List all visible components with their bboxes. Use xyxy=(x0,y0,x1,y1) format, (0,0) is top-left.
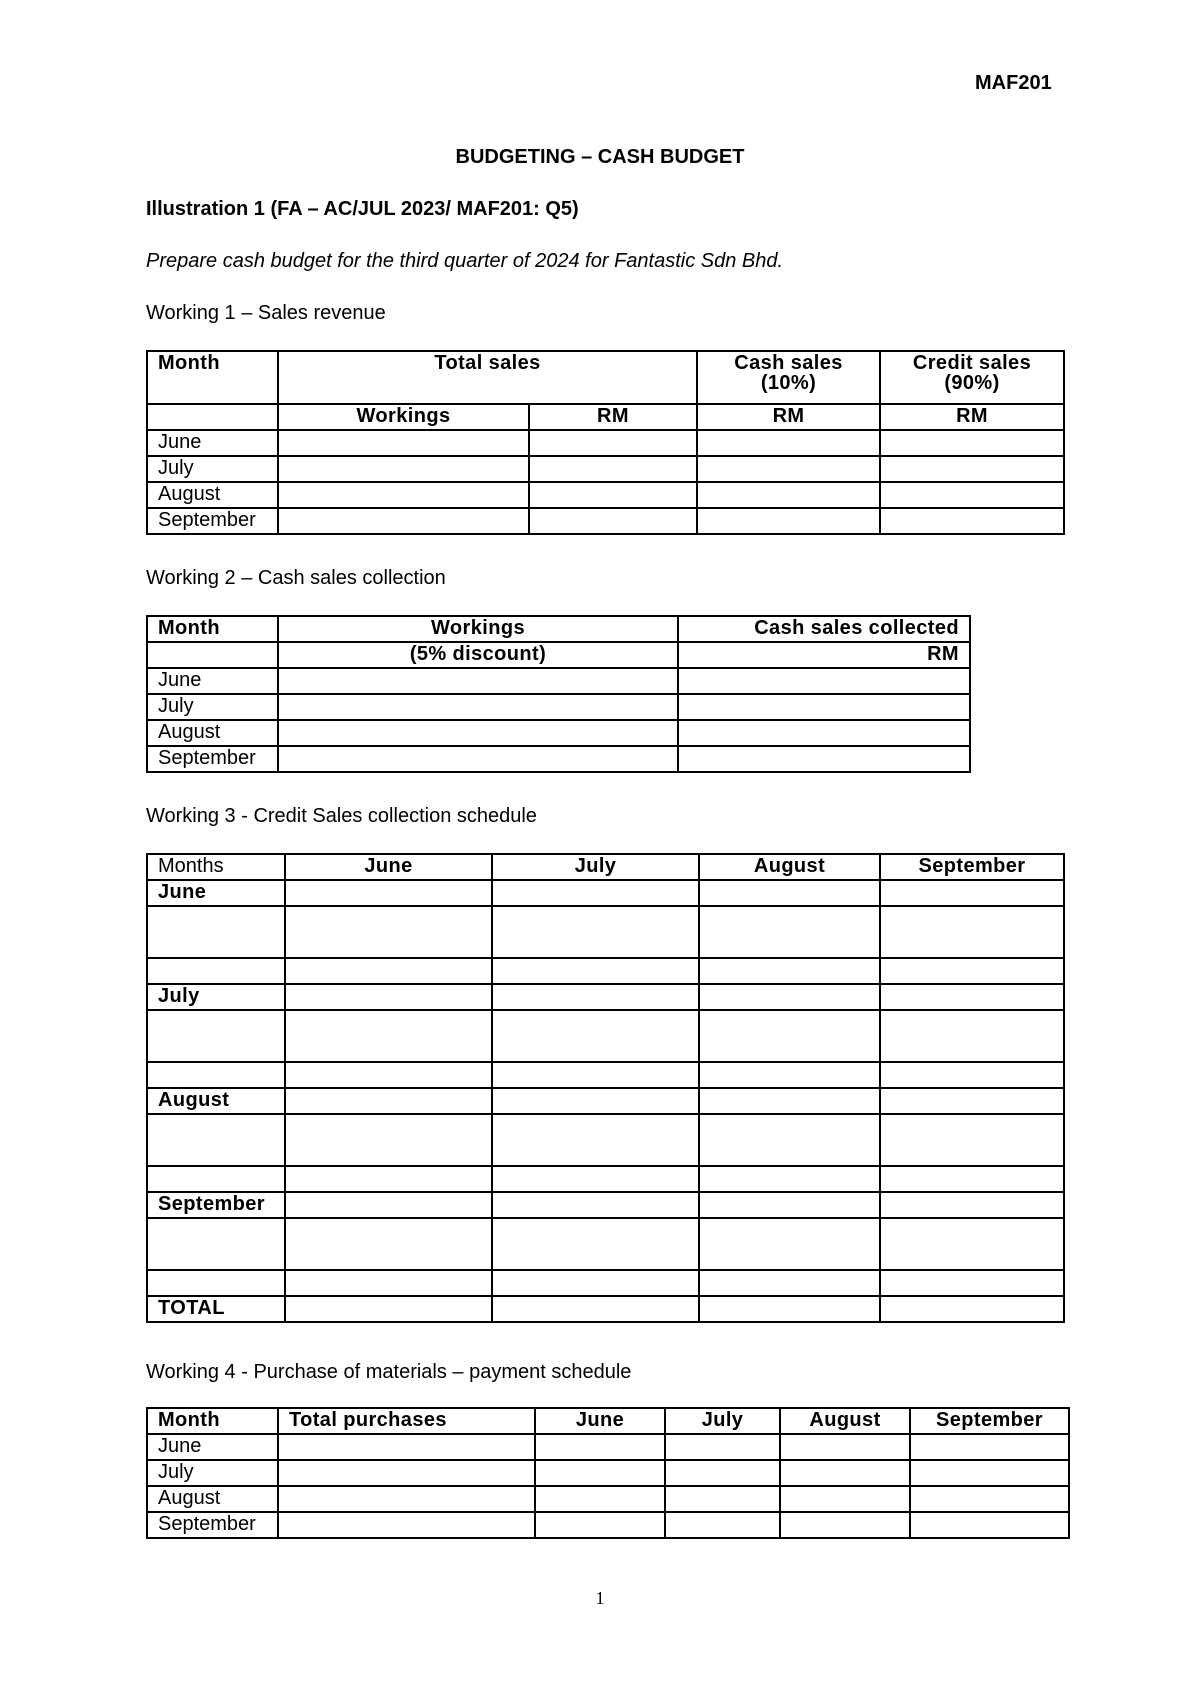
w1-cell[interactable] xyxy=(880,482,1064,508)
working3-title: Working 3 - Credit Sales collection schedule xyxy=(146,805,537,827)
w4-row-month: September xyxy=(147,1512,278,1538)
w3-cell[interactable] xyxy=(492,958,699,984)
w1-cell[interactable] xyxy=(880,456,1064,482)
w2-row-month: June xyxy=(147,668,278,694)
w3-cell[interactable] xyxy=(880,1270,1064,1296)
w1-sub-workings: Workings xyxy=(278,404,529,430)
w3-cell[interactable] xyxy=(699,984,880,1010)
w3-total-label: TOTAL xyxy=(147,1296,285,1322)
w3-cell[interactable] xyxy=(492,880,699,906)
w3-cell[interactable] xyxy=(699,1218,880,1270)
w4-row-month: August xyxy=(147,1486,278,1512)
w2-cell[interactable] xyxy=(678,720,970,746)
w1-cell[interactable] xyxy=(278,508,529,534)
w2-sub-blank xyxy=(147,642,278,668)
w3-total-cell[interactable] xyxy=(699,1296,880,1322)
w1-cell[interactable] xyxy=(697,508,880,534)
w3-cell[interactable] xyxy=(147,1166,285,1192)
w2-cell[interactable] xyxy=(678,694,970,720)
working1-title: Working 1 – Sales revenue xyxy=(146,302,386,324)
w4-cell[interactable] xyxy=(665,1460,780,1486)
w3-group-august: August xyxy=(147,1088,285,1114)
w4-cell[interactable] xyxy=(910,1434,1069,1460)
w1-row-month: July xyxy=(147,456,278,482)
w1-cell[interactable] xyxy=(278,430,529,456)
w2-header-workings: Workings xyxy=(278,616,678,642)
w3-cell[interactable] xyxy=(699,1088,880,1114)
page-number: 1 xyxy=(595,1588,605,1608)
w1-cell[interactable] xyxy=(697,430,880,456)
w4-header-total-purchases: Total purchases xyxy=(278,1408,535,1434)
w3-cell[interactable] xyxy=(699,1270,880,1296)
w4-cell[interactable] xyxy=(278,1486,535,1512)
w4-header-june: June xyxy=(535,1408,665,1434)
w3-cell[interactable] xyxy=(699,1114,880,1166)
w3-cell[interactable] xyxy=(699,1010,880,1062)
w2-cell[interactable] xyxy=(678,746,970,772)
w3-cell[interactable] xyxy=(285,1218,492,1270)
w3-cell[interactable] xyxy=(492,984,699,1010)
w3-cell[interactable] xyxy=(699,1166,880,1192)
w3-cell[interactable] xyxy=(285,984,492,1010)
w3-cell[interactable] xyxy=(880,1088,1064,1114)
w1-cash-sales-label: Cash sales xyxy=(734,352,843,374)
w3-cell[interactable] xyxy=(285,1166,492,1192)
w3-cell[interactable] xyxy=(492,1088,699,1114)
w3-cell[interactable] xyxy=(147,906,285,958)
w1-row-month: September xyxy=(147,508,278,534)
w3-total-cell[interactable] xyxy=(492,1296,699,1322)
w3-cell[interactable] xyxy=(880,1010,1064,1062)
w3-cell[interactable] xyxy=(147,1062,285,1088)
w4-cell[interactable] xyxy=(665,1434,780,1460)
w3-cell[interactable] xyxy=(880,984,1064,1010)
w2-header-month: Month xyxy=(147,616,278,642)
w3-cell[interactable] xyxy=(880,958,1064,984)
w4-header-september: September xyxy=(910,1408,1069,1434)
page-title: BUDGETING – CASH BUDGET xyxy=(455,146,745,168)
w4-cell[interactable] xyxy=(665,1512,780,1538)
w4-header-month: Month xyxy=(147,1408,278,1434)
w4-cell[interactable] xyxy=(535,1486,665,1512)
w3-header-september: September xyxy=(880,854,1064,880)
w2-row-month: September xyxy=(147,746,278,772)
w1-cell[interactable] xyxy=(529,482,697,508)
w3-cell[interactable] xyxy=(285,1114,492,1166)
w3-cell[interactable] xyxy=(492,1062,699,1088)
w3-cell[interactable] xyxy=(285,1192,492,1218)
instruction-text: Prepare cash budget for the third quarter of 2024 for Fantastic Sdn Bhd. xyxy=(146,250,784,272)
w3-header-august: August xyxy=(699,854,880,880)
illustration-heading: Illustration 1 (FA – AC/JUL 2023/ MAF201: Q5) xyxy=(146,198,579,220)
w2-cell[interactable] xyxy=(678,668,970,694)
w4-cell[interactable] xyxy=(278,1460,535,1486)
w1-cell[interactable] xyxy=(697,456,880,482)
w3-cell[interactable] xyxy=(285,1010,492,1062)
working3-table xyxy=(146,853,1065,1323)
w2-cell[interactable] xyxy=(278,668,678,694)
w1-cell[interactable] xyxy=(697,482,880,508)
w3-cell[interactable] xyxy=(285,880,492,906)
w2-row-month: July xyxy=(147,694,278,720)
w3-cell[interactable] xyxy=(492,1270,699,1296)
w1-header-month: Month xyxy=(147,351,278,404)
w4-cell[interactable] xyxy=(278,1512,535,1538)
w4-cell[interactable] xyxy=(780,1460,910,1486)
w3-cell[interactable] xyxy=(699,880,880,906)
w4-cell[interactable] xyxy=(780,1434,910,1460)
w1-credit-sales-pct: (90%) xyxy=(944,372,1000,394)
w4-header-july: July xyxy=(665,1408,780,1434)
w1-sub-rm: RM xyxy=(529,404,697,430)
w4-cell[interactable] xyxy=(780,1512,910,1538)
w4-cell[interactable] xyxy=(910,1512,1069,1538)
w3-cell[interactable] xyxy=(880,1192,1064,1218)
w1-cash-sales-pct: (10%) xyxy=(760,372,817,394)
w3-cell[interactable] xyxy=(880,1218,1064,1270)
w3-cell[interactable] xyxy=(285,1088,492,1114)
w3-cell[interactable] xyxy=(699,906,880,958)
w3-cell[interactable] xyxy=(880,1062,1064,1088)
w1-cell[interactable] xyxy=(529,430,697,456)
w3-cell[interactable] xyxy=(285,1270,492,1296)
w4-header-august: August xyxy=(780,1408,910,1434)
w3-cell[interactable] xyxy=(699,1192,880,1218)
w3-group-september: September xyxy=(147,1192,285,1218)
w3-cell[interactable] xyxy=(147,1114,285,1166)
w1-sub-rm: RM xyxy=(880,404,1064,430)
w1-cell[interactable] xyxy=(278,482,529,508)
w3-cell[interactable] xyxy=(492,1114,699,1166)
w1-cell[interactable] xyxy=(880,508,1064,534)
w2-sub-rm: RM xyxy=(678,642,970,668)
w2-cell[interactable] xyxy=(278,746,678,772)
w4-cell[interactable] xyxy=(535,1434,665,1460)
w3-cell[interactable] xyxy=(492,1010,699,1062)
w3-cell[interactable] xyxy=(147,1010,285,1062)
w2-sub-discount: (5% discount) xyxy=(278,642,678,668)
w3-total-cell[interactable] xyxy=(880,1296,1064,1322)
w3-cell[interactable] xyxy=(492,1192,699,1218)
w1-header-total-sales: Total sales xyxy=(278,351,697,404)
w3-total-cell[interactable] xyxy=(285,1296,492,1322)
w3-cell[interactable] xyxy=(492,1218,699,1270)
w3-cell[interactable] xyxy=(492,1166,699,1192)
working4-table xyxy=(146,1407,1070,1539)
w3-header-months: Months xyxy=(147,854,285,880)
w4-cell[interactable] xyxy=(535,1460,665,1486)
w4-row-month: July xyxy=(147,1460,278,1486)
working2-table xyxy=(146,615,971,773)
w1-cell[interactable] xyxy=(529,456,697,482)
w1-header-credit-sales xyxy=(880,351,1064,404)
w3-cell[interactable] xyxy=(699,1062,880,1088)
w3-cell[interactable] xyxy=(880,1114,1064,1166)
w4-cell[interactable] xyxy=(278,1434,535,1460)
w3-header-june: June xyxy=(285,854,492,880)
w1-header-cash-sales xyxy=(697,351,880,404)
w2-cell[interactable] xyxy=(278,694,678,720)
w4-row-month: June xyxy=(147,1434,278,1460)
working2-title: Working 2 – Cash sales collection xyxy=(146,567,446,589)
w1-credit-sales-label: Credit sales xyxy=(912,352,1032,374)
w1-row-month: June xyxy=(147,430,278,456)
w3-cell[interactable] xyxy=(285,906,492,958)
w4-cell[interactable] xyxy=(780,1486,910,1512)
w3-header-july: July xyxy=(492,854,699,880)
w4-cell[interactable] xyxy=(535,1512,665,1538)
w1-cell[interactable] xyxy=(529,508,697,534)
w3-cell[interactable] xyxy=(880,1166,1064,1192)
w4-cell[interactable] xyxy=(665,1486,780,1512)
w3-group-june: June xyxy=(147,880,285,906)
w1-row-month: August xyxy=(147,482,278,508)
course-code: MAF201 xyxy=(975,72,1052,94)
w1-cell[interactable] xyxy=(880,430,1064,456)
w3-cell[interactable] xyxy=(147,1270,285,1296)
working1-table xyxy=(146,350,1065,535)
w1-cell[interactable] xyxy=(278,456,529,482)
w3-cell[interactable] xyxy=(147,1218,285,1270)
w3-cell[interactable] xyxy=(880,880,1064,906)
w2-header-collected: Cash sales collected xyxy=(678,616,970,642)
w3-group-july: July xyxy=(147,984,285,1010)
w3-cell[interactable] xyxy=(492,906,699,958)
w2-cell[interactable] xyxy=(278,720,678,746)
w3-cell[interactable] xyxy=(285,958,492,984)
w1-sub-rm: RM xyxy=(697,404,880,430)
w3-cell[interactable] xyxy=(880,906,1064,958)
w4-cell[interactable] xyxy=(910,1486,1069,1512)
w3-cell[interactable] xyxy=(699,958,880,984)
w4-cell[interactable] xyxy=(910,1460,1069,1486)
working4-title: Working 4 - Purchase of materials – payment schedule xyxy=(146,1361,632,1383)
w3-cell[interactable] xyxy=(147,958,285,984)
w2-row-month: August xyxy=(147,720,278,746)
w3-cell[interactable] xyxy=(285,1062,492,1088)
w1-sub-blank xyxy=(147,404,278,430)
